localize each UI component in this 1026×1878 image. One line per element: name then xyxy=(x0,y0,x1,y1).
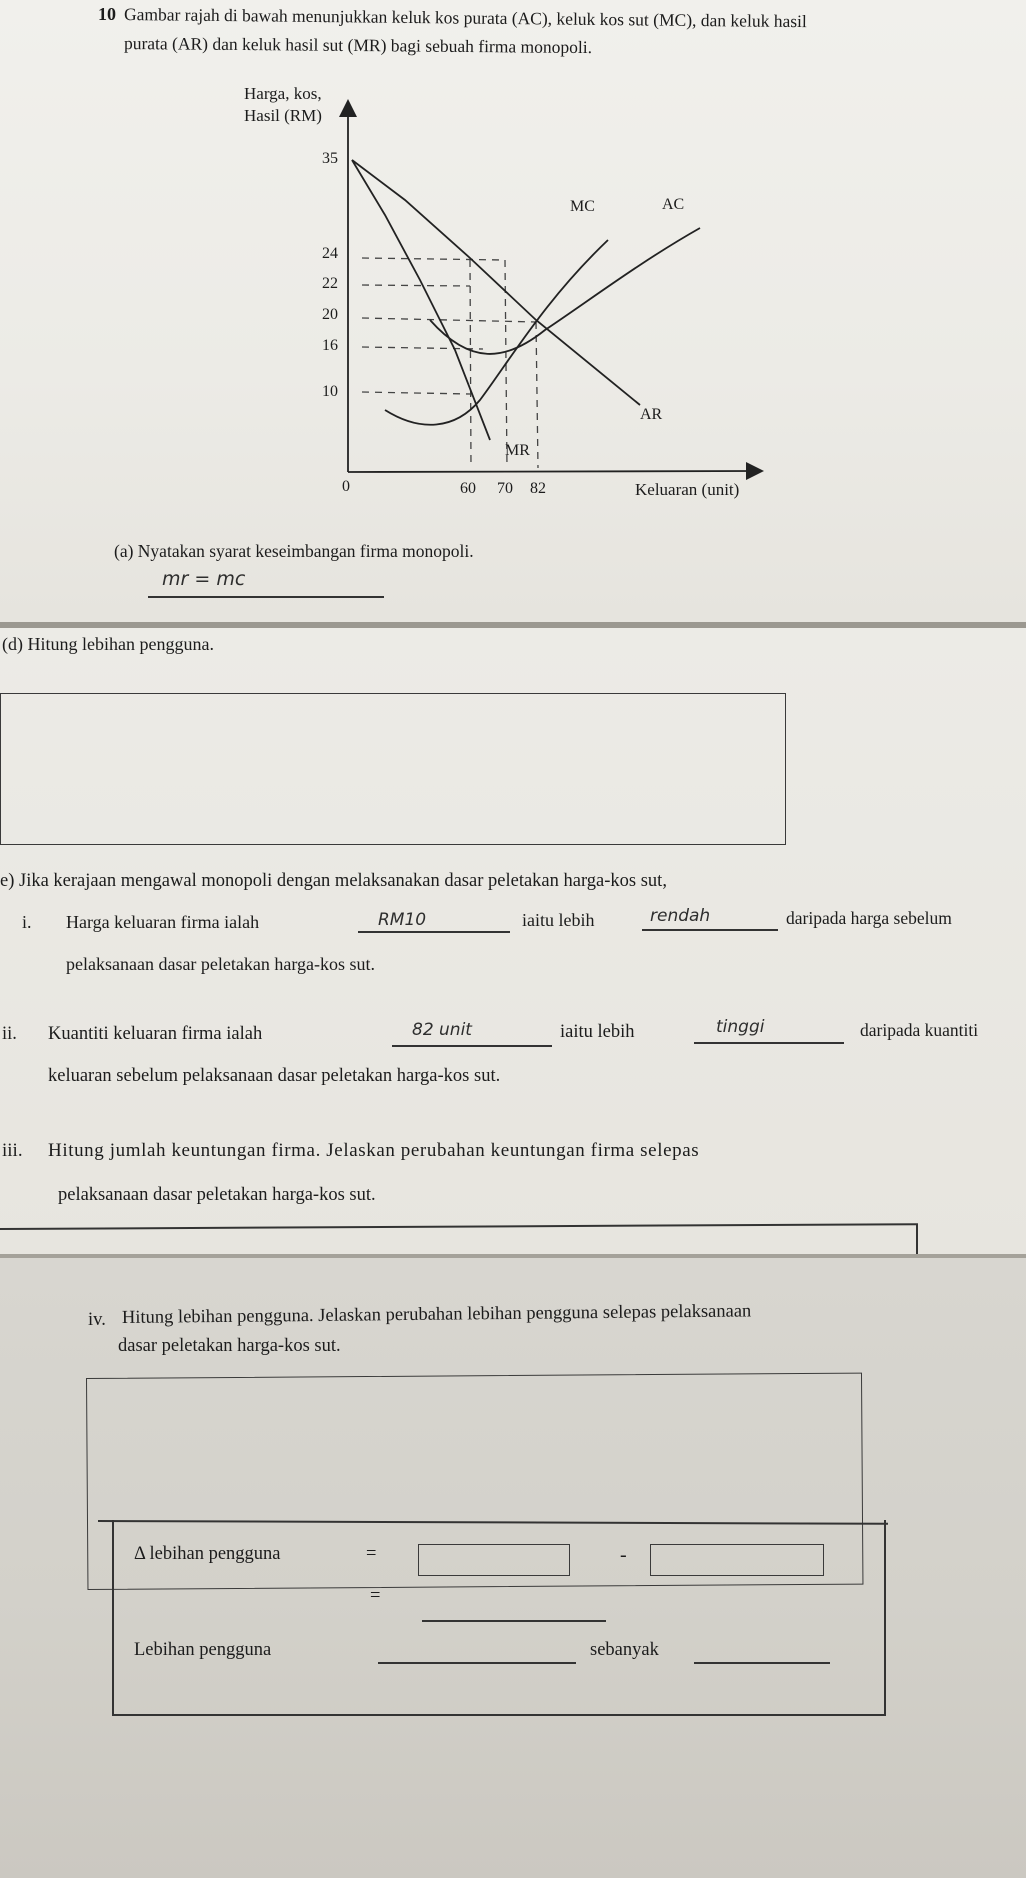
guide-lines xyxy=(362,258,538,468)
y-axis-label-line1: Harga, kos, xyxy=(244,84,322,103)
x-tick-60: 60 xyxy=(460,480,476,497)
part-iv-lower-box-right xyxy=(884,1520,886,1715)
part-e-ii-text2: iaitu lebih xyxy=(560,1022,635,1042)
part-e-i-text3: daripada harga sebelum xyxy=(786,908,952,928)
y-tick-16: 16 xyxy=(322,337,338,354)
part-iv-text1: Hitung lebihan pengguna. Jelaskan perubahan lebihan pengguna selepas pelaksanaan xyxy=(121,1301,752,1328)
y-tick-10: 10 xyxy=(322,383,338,400)
part-e-i-answer1: RM10 xyxy=(378,910,427,930)
question-10-text-line1: Gambar rajah di bawah menunjukkan keluk kos purata (AC), keluk kos sut (MC), dan keluk hasil xyxy=(123,4,807,32)
delta-equals: = xyxy=(366,1544,377,1564)
part-e-ii-text1: Kuantiti keluaran firma ialah xyxy=(48,1024,263,1044)
worksheet-section-part-d-e xyxy=(0,628,1026,1254)
part-d-answer-box[interactable] xyxy=(0,693,786,845)
part-e-i-blank2[interactable] xyxy=(642,929,778,931)
part-d-question: (d) Hitung lebihan pengguna. xyxy=(2,634,214,654)
y-tick-20: 20 xyxy=(322,306,338,323)
y-tick-22: 22 xyxy=(322,275,338,292)
part-e-iii-text1: Hitung jumlah keuntungan firma. Jelaskan perubahan keuntungan firma selepas xyxy=(48,1140,700,1161)
mc-curve xyxy=(385,240,608,425)
x-tick-70: 70 xyxy=(497,480,513,497)
mr-label: MR xyxy=(505,442,530,459)
part-e-ii-answer2: tinggi xyxy=(716,1017,765,1037)
x-axis xyxy=(348,471,755,472)
part-e-ii-text3: daripada kuantiti xyxy=(860,1020,979,1040)
y-tick-35: 35 xyxy=(322,150,338,167)
second-equals-answer-line xyxy=(422,1620,606,1622)
part-e-i-text4: pelaksanaan dasar peletakan harga-kos sut. xyxy=(66,954,376,974)
part-a-handwritten-answer: mr = mc xyxy=(162,568,246,590)
part-e-ii-answer1: 82 unit xyxy=(412,1020,472,1040)
part-e-iii-text2: pelaksanaan dasar peletakan harga-kos sut. xyxy=(58,1185,376,1205)
y-axis-label-line2: Hasil (RM) xyxy=(244,106,322,125)
origin-label: 0 xyxy=(342,478,350,495)
part-a-answer-line xyxy=(148,596,384,598)
delta-consumer-surplus-label: Δ lebihan pengguna xyxy=(134,1544,281,1564)
question-10-text-line2: purata (AR) dan keluk hasil sut (MR) bagi sebuah firma monopoli. xyxy=(123,33,593,58)
delta-input-box-1[interactable] xyxy=(418,1544,570,1576)
consumer-surplus-result-mid: sebanyak xyxy=(590,1640,659,1660)
mr-curve xyxy=(352,160,490,440)
part-iv-text2: dasar peletakan harga-kos sut. xyxy=(118,1336,341,1356)
part-iv-lower-box-left xyxy=(112,1520,114,1715)
part-e-iii-box-right xyxy=(916,1224,918,1254)
y-tick-24: 24 xyxy=(322,245,338,262)
consumer-surplus-result-label: Lebihan pengguna xyxy=(134,1640,272,1660)
question-number: 10 xyxy=(98,4,116,24)
x-tick-82: 82 xyxy=(530,480,546,497)
part-e-i-prefix: i. xyxy=(22,912,32,932)
part-e-i-text1: Harga keluaran firma ialah xyxy=(66,912,260,932)
part-e-ii-text4: keluaran sebelum pelaksanaan dasar peletakan harga-kos sut. xyxy=(48,1066,501,1086)
consumer-surplus-amount-blank[interactable] xyxy=(694,1662,830,1664)
ar-label: AR xyxy=(640,406,663,423)
part-e-ii-prefix: ii. xyxy=(2,1024,17,1044)
part-e-iii-prefix: iii. xyxy=(2,1140,23,1161)
part-a-question: (a) Nyatakan syarat keseimbangan firma monopoli. xyxy=(114,541,474,561)
part-e-i-answer2: rendah xyxy=(650,906,711,926)
part-e-iii-box-top xyxy=(0,1223,918,1229)
second-equals: = xyxy=(370,1586,381,1606)
worksheet-section-part-iv xyxy=(0,1258,1026,1878)
part-e-ii-blank2[interactable] xyxy=(694,1042,844,1044)
delta-minus: - xyxy=(620,1544,627,1566)
worksheet-section-graph xyxy=(0,0,1026,622)
ac-label: AC xyxy=(662,196,685,213)
consumer-surplus-result-blank[interactable] xyxy=(378,1662,576,1664)
part-e-i-blank1[interactable] xyxy=(358,931,510,933)
part-e-i-text2: iaitu lebih xyxy=(522,910,595,930)
part-iv-lower-box-bottom xyxy=(112,1714,886,1716)
mc-label: MC xyxy=(570,198,595,215)
part-e-ii-blank1[interactable] xyxy=(392,1045,552,1047)
ar-curve xyxy=(352,160,640,405)
part-iv-prefix: iv. xyxy=(88,1310,106,1330)
delta-input-box-2[interactable] xyxy=(650,1544,824,1576)
part-e-intro: e) Jika kerajaan mengawal monopoli dengan melaksanakan dasar peletakan harga-kos sut, xyxy=(0,871,667,891)
x-axis-label: Keluaran (unit) xyxy=(635,480,740,499)
